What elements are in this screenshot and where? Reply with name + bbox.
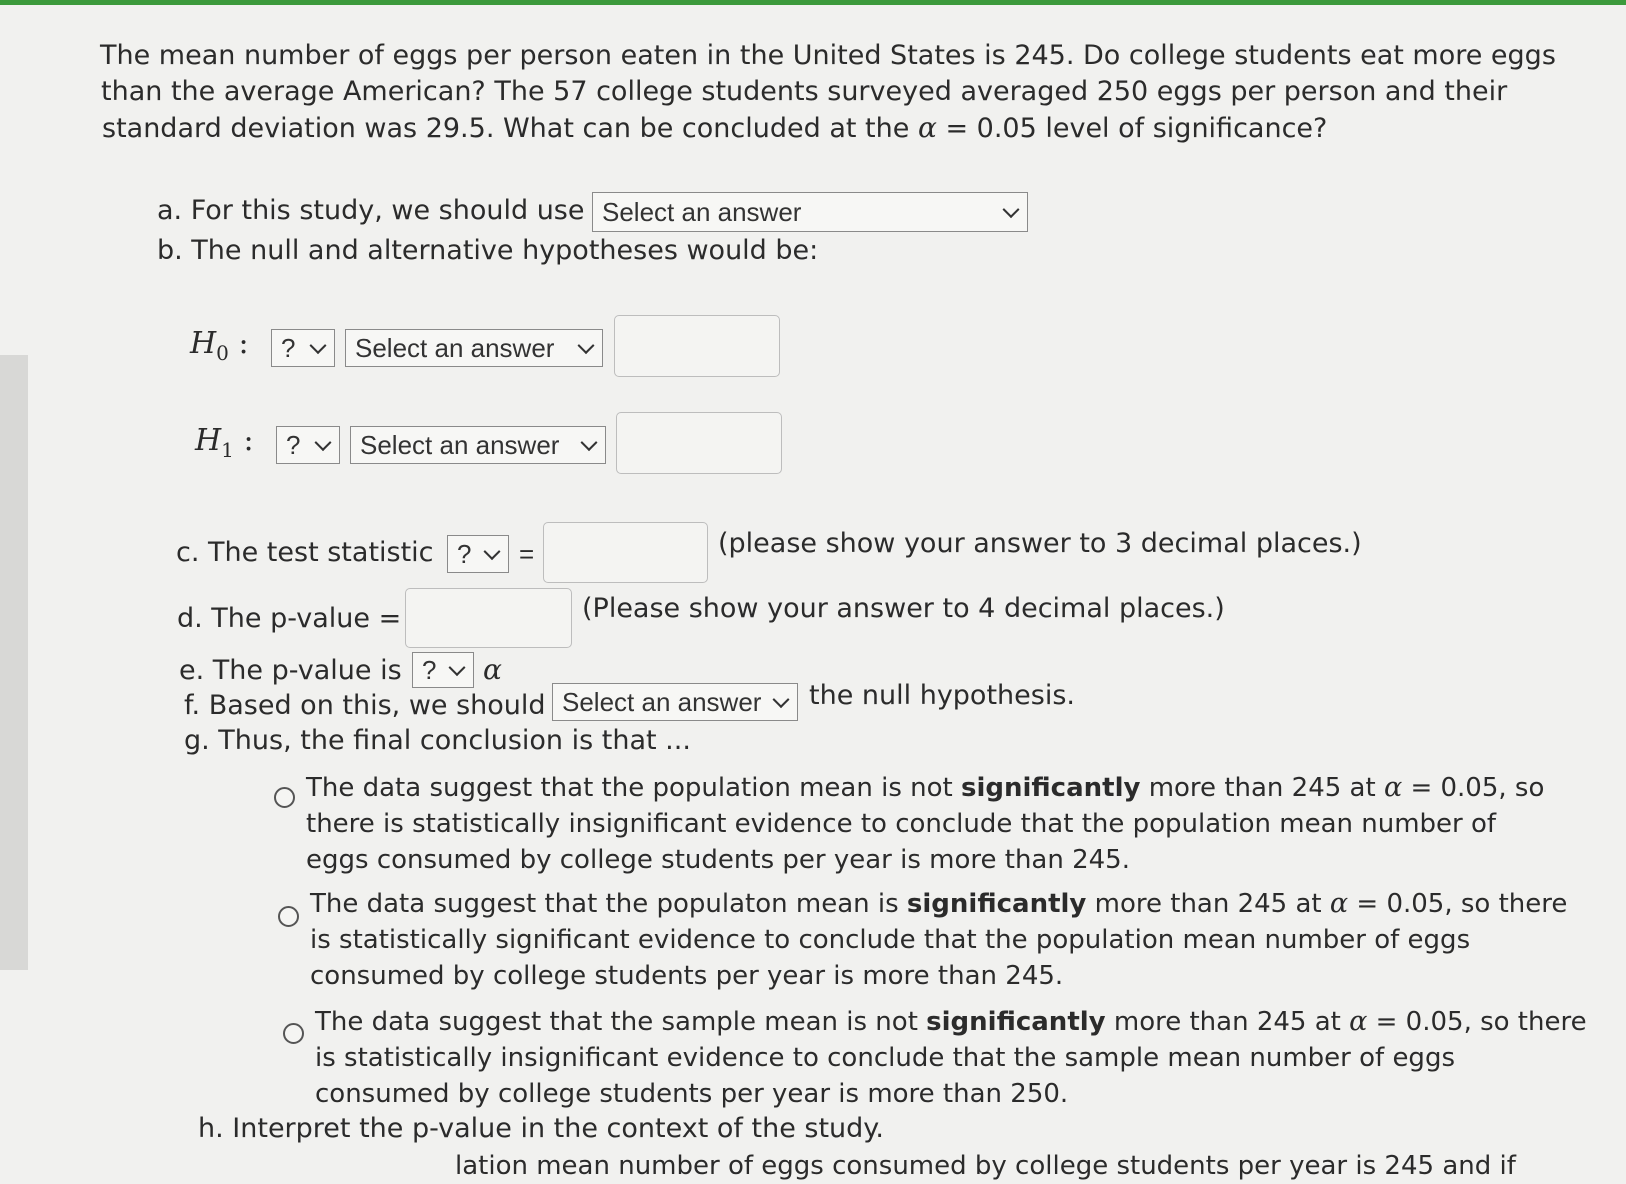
conclusion-option-1-line-2: there is statistically insignificant evidence to conclude that the population mean number of <box>306 809 1497 839</box>
conclusion-radio-3[interactable] <box>283 1023 304 1044</box>
chevron-down-icon <box>484 543 501 560</box>
conclusion-radio-1[interactable] <box>274 787 295 808</box>
conclusion-option-2-line-3: consumed by college students per year is more than 245. <box>310 961 1064 991</box>
part-h-option-partial: lation mean number of eggs consumed by college students per year is 245 and if <box>455 1151 1516 1181</box>
question-line-1: The mean number of eggs per person eaten in the United States is 245. Do college students eat more eggs <box>100 40 1556 71</box>
p-value-compare-select[interactable] <box>412 652 474 688</box>
h1-label: $H_1$ : <box>195 423 254 462</box>
conclusion-radio-2[interactable] <box>278 906 299 927</box>
h1-value-input[interactable] <box>616 412 782 474</box>
h0-parameter-select[interactable] <box>345 329 603 367</box>
chevron-down-icon <box>581 434 598 451</box>
h1-parameter-select[interactable] <box>350 426 606 464</box>
question-line-3: standard deviation was 29.5. What can be concluded at the α = 0.05 level of significance? <box>102 111 1328 144</box>
part-f-label: f. Based on this, we should <box>184 690 546 721</box>
part-e-label: e. The p-value is <box>179 655 402 686</box>
chevron-down-icon <box>1003 201 1020 218</box>
decision-select[interactable] <box>552 683 798 721</box>
top-accent-bar <box>0 0 1626 5</box>
conclusion-option-2-line-1: The data suggest that the populaton mean is significantly more than 245 at α = 0.05, so there <box>310 888 1568 919</box>
p-value-input[interactable] <box>405 588 572 648</box>
test-statistic-op-text: ? <box>457 538 472 569</box>
part-a-label: a. For this study, we should use <box>157 195 585 226</box>
p-value-compare-text: ? <box>422 654 437 685</box>
question-line-2: than the average American? The 57 college students surveyed averaged 250 eggs per person and their <box>101 76 1508 107</box>
chevron-down-icon <box>773 691 790 708</box>
conclusion-option-1-line-1: The data suggest that the population mean is not significantly more than 245 at α = 0.05, so <box>306 772 1545 803</box>
part-d-label: d. The p-value = <box>177 603 402 634</box>
study-type-select[interactable] <box>592 192 1028 232</box>
part-f-suffix: the null hypothesis. <box>809 680 1075 711</box>
chevron-down-icon <box>310 337 327 354</box>
chevron-down-icon <box>578 337 595 354</box>
alpha-symbol: α <box>483 653 502 686</box>
part-c-note: (please show your answer to 3 decimal places.) <box>718 528 1362 559</box>
part-d-note: (Please show your answer to 4 decimal places.) <box>582 593 1225 624</box>
part-h-label: h. Interpret the p-value in the context of the study. <box>198 1113 885 1144</box>
conclusion-option-3-line-2: is statistically insignificant evidence to conclude that the sample mean number of eggs <box>315 1043 1455 1073</box>
part-c-label: c. The test statistic <box>176 537 434 568</box>
test-statistic-input[interactable] <box>543 522 708 583</box>
h0-label: $H_0$ : <box>190 326 249 365</box>
conclusion-option-1-line-3: eggs consumed by college students per year is more than 245. <box>306 845 1130 875</box>
h0-operator-text: ? <box>281 332 296 363</box>
left-scroll-strip <box>0 355 28 970</box>
equals-sign: = <box>519 539 535 569</box>
conclusion-option-2-line-2: is statistically significant evidence to conclude that the population mean number of eggs <box>310 925 1471 955</box>
chevron-down-icon <box>315 434 332 451</box>
conclusion-option-3-line-3: consumed by college students per year is more than 250. <box>315 1079 1069 1109</box>
h0-parameter-text: Select an answer <box>355 332 555 363</box>
part-g-label: g. Thus, the final conclusion is that ... <box>184 725 691 756</box>
decision-select-text: Select an answer <box>562 686 762 717</box>
study-type-select-text: Select an answer <box>602 196 802 227</box>
h1-parameter-text: Select an answer <box>360 429 560 460</box>
h0-value-input[interactable] <box>614 315 780 377</box>
h0-operator-select[interactable] <box>271 329 335 367</box>
part-b-label: b. The null and alternative hypotheses would be: <box>157 235 819 266</box>
test-statistic-select[interactable] <box>447 535 509 573</box>
chevron-down-icon <box>449 659 466 676</box>
conclusion-option-3-line-1: The data suggest that the sample mean is not significantly more than 245 at α = 0.05, so there <box>315 1006 1587 1037</box>
h1-operator-select[interactable] <box>276 426 340 464</box>
h1-operator-text: ? <box>286 429 301 460</box>
